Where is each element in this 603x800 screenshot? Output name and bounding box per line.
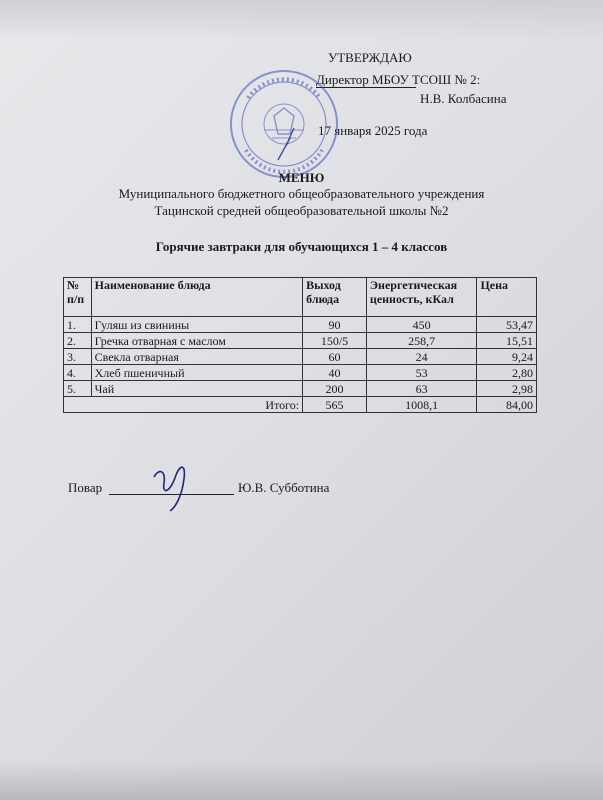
table-row — [64, 349, 537, 365]
menu-subtitle: Горячие завтраки для обучающихся 1 – 4 классов — [155, 239, 448, 254]
director-position: Директор МБОУ ТСОШ № 2: — [316, 72, 481, 87]
organization-line-1: Муниципального бюджетного общеобразовательного учреждения — [118, 186, 485, 201]
cell-name: Гречка отварная с маслом — [91, 333, 303, 349]
cell-name: Свекла отварная — [91, 349, 303, 365]
table-row — [64, 317, 537, 333]
cell-num: 3. — [64, 349, 92, 365]
header-energy: Энергетическая ценность, кКал — [366, 278, 477, 317]
cell-num: 5. — [64, 381, 92, 397]
total-energy: 1008,1 — [366, 397, 477, 413]
cell-num: 2. — [64, 333, 92, 349]
table-row — [64, 365, 537, 381]
cell-name: Чай — [91, 381, 303, 397]
cell-energy: 24 — [366, 349, 477, 365]
cell-name: Гуляш из свинины — [91, 317, 303, 333]
cell-price: 2,80 — [477, 365, 537, 381]
total-output: 565 — [303, 397, 367, 413]
table-total-row — [64, 397, 537, 413]
approval-date: 17 января 2025 года — [318, 123, 428, 138]
header-num: № п/п — [64, 278, 92, 317]
document-title: МЕНЮ — [278, 170, 325, 185]
table-header-row — [64, 278, 537, 317]
table-row — [64, 381, 537, 397]
photo-shadow-top — [0, 0, 603, 40]
total-price: 84,00 — [477, 397, 537, 413]
cell-output: 40 — [303, 365, 367, 381]
cell-output: 90 — [303, 317, 367, 333]
approval-heading: УТВЕРЖДАЮ — [328, 50, 412, 65]
header-output: Выход блюда — [303, 278, 367, 317]
cell-num: 4. — [64, 365, 92, 381]
photo-shadow-bottom — [0, 760, 603, 800]
cell-output: 60 — [303, 349, 367, 365]
table-row — [64, 333, 537, 349]
cell-energy: 63 — [366, 381, 477, 397]
cell-energy: 450 — [366, 317, 477, 333]
cell-price: 2,98 — [477, 381, 537, 397]
menu-table — [63, 277, 537, 413]
cell-energy: 53 — [366, 365, 477, 381]
cell-output: 150/5 — [303, 333, 367, 349]
cell-price: 9,24 — [477, 349, 537, 365]
cell-price: 53,47 — [477, 317, 537, 333]
school-stamp — [228, 68, 340, 180]
header-price: Цена — [477, 278, 537, 317]
director-name: Н.В. Колбасина — [420, 91, 507, 106]
cell-name: Хлеб пшеничный — [91, 365, 303, 381]
total-label: Итого: — [64, 397, 303, 413]
header-name: Наименование блюда — [91, 278, 303, 317]
cell-output: 200 — [303, 381, 367, 397]
cook-label: Повар — [68, 480, 103, 495]
organization-line-2: Тацинской средней общеобразовательной школы №2 — [154, 203, 449, 218]
cook-name: Ю.В. Субботина — [238, 480, 330, 495]
cell-price: 15,51 — [477, 333, 537, 349]
cell-num: 1. — [64, 317, 92, 333]
cell-energy: 258,7 — [366, 333, 477, 349]
cook-signature — [140, 455, 210, 515]
